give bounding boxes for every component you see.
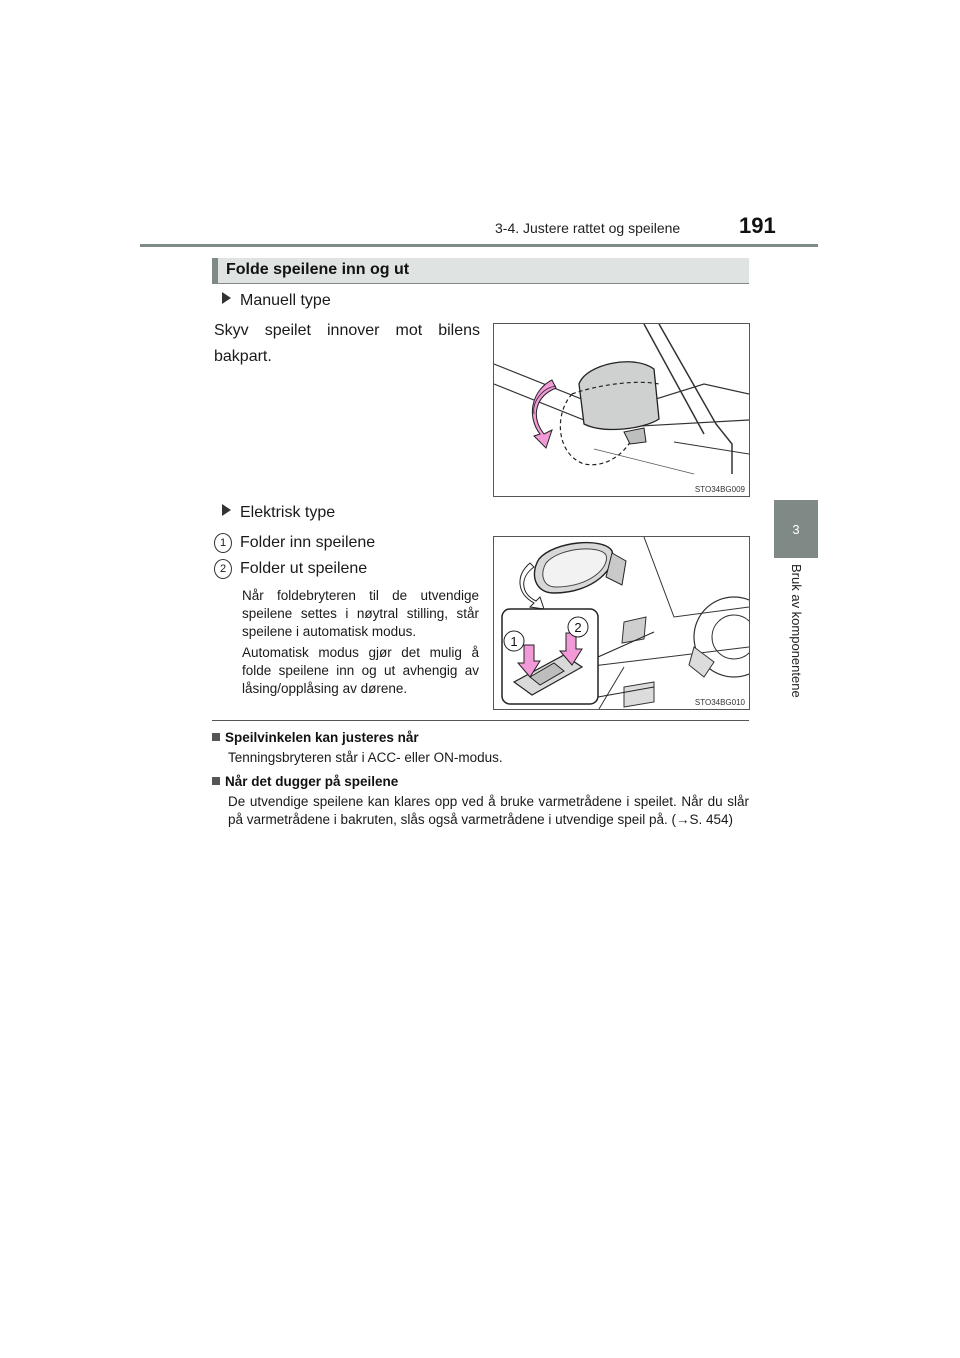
triangle-bullet-icon xyxy=(222,292,231,304)
step-number-2: 2 xyxy=(214,559,232,579)
step-number-1: 1 xyxy=(214,533,232,553)
title-accent xyxy=(212,258,218,283)
list-item-label: Folder ut speilene xyxy=(240,560,368,577)
callout-2: 2 xyxy=(574,620,582,635)
mirror-switch-illustration xyxy=(494,537,749,709)
callout-1: 1 xyxy=(510,634,518,649)
section-title: Folde speilene inn og ut xyxy=(226,261,410,278)
list-item-label: Folder inn speilene xyxy=(240,534,376,551)
electric-switch-figure xyxy=(493,536,750,710)
note-block xyxy=(212,774,749,829)
square-bullet-icon xyxy=(212,733,220,741)
manual-mirror-figure xyxy=(493,323,750,497)
electric-heading xyxy=(222,500,335,526)
section-title-bar xyxy=(212,258,749,284)
chapter-number: 3 xyxy=(792,521,800,537)
chapter-label xyxy=(783,564,805,714)
list-item xyxy=(214,556,367,582)
electric-heading-text: Elektrisk type xyxy=(240,504,336,521)
figure-code: STO34BG009 xyxy=(694,485,745,494)
triangle-bullet-icon xyxy=(222,504,231,516)
auto-mode-paragraph: Når foldebryteren til de utvendige speilene settes i nøytral stilling, står speilene i automatisk modus. xyxy=(242,588,479,639)
figure-code: STO34BG010 xyxy=(694,698,745,707)
mirror-fold-illustration xyxy=(494,324,749,496)
note-heading xyxy=(212,730,749,745)
manual-heading-text: Manuell type xyxy=(240,292,331,309)
note-heading-text: Speilvinkelen kan justeres når xyxy=(225,730,419,745)
manual-instruction: Skyv speilet innover mot bilens bakpart. xyxy=(214,322,480,365)
note-body: De utvendige speilene kan klares opp ved å bruke varmetrådene i speilet. Når du slår på varmetrådene i bakruten, slås også varmetrådene i utvendige speil på. (→S. 454) xyxy=(228,794,749,827)
list-item xyxy=(214,530,375,556)
auto-mode-paragraph: Automatisk modus gjør det mulig å folde speilene inn og ut avhengig av låsing/opplåsing av dørene. xyxy=(242,645,479,696)
chapter-tab xyxy=(774,500,818,558)
note-heading xyxy=(212,774,749,789)
section-separator xyxy=(212,720,749,721)
running-header: 3-4. Justere rattet og speilene xyxy=(495,220,681,236)
page-number: 191 xyxy=(739,213,776,238)
note-heading-text: Når det dugger på speilene xyxy=(225,774,399,789)
note-block xyxy=(212,730,749,767)
chapter-label-text: Bruk av komponentene xyxy=(789,564,804,698)
manual-heading xyxy=(222,288,331,314)
square-bullet-icon xyxy=(212,777,220,785)
note-body: Tenningsbryteren står i ACC- eller ON-modus. xyxy=(228,750,503,765)
header-rule xyxy=(140,244,818,247)
